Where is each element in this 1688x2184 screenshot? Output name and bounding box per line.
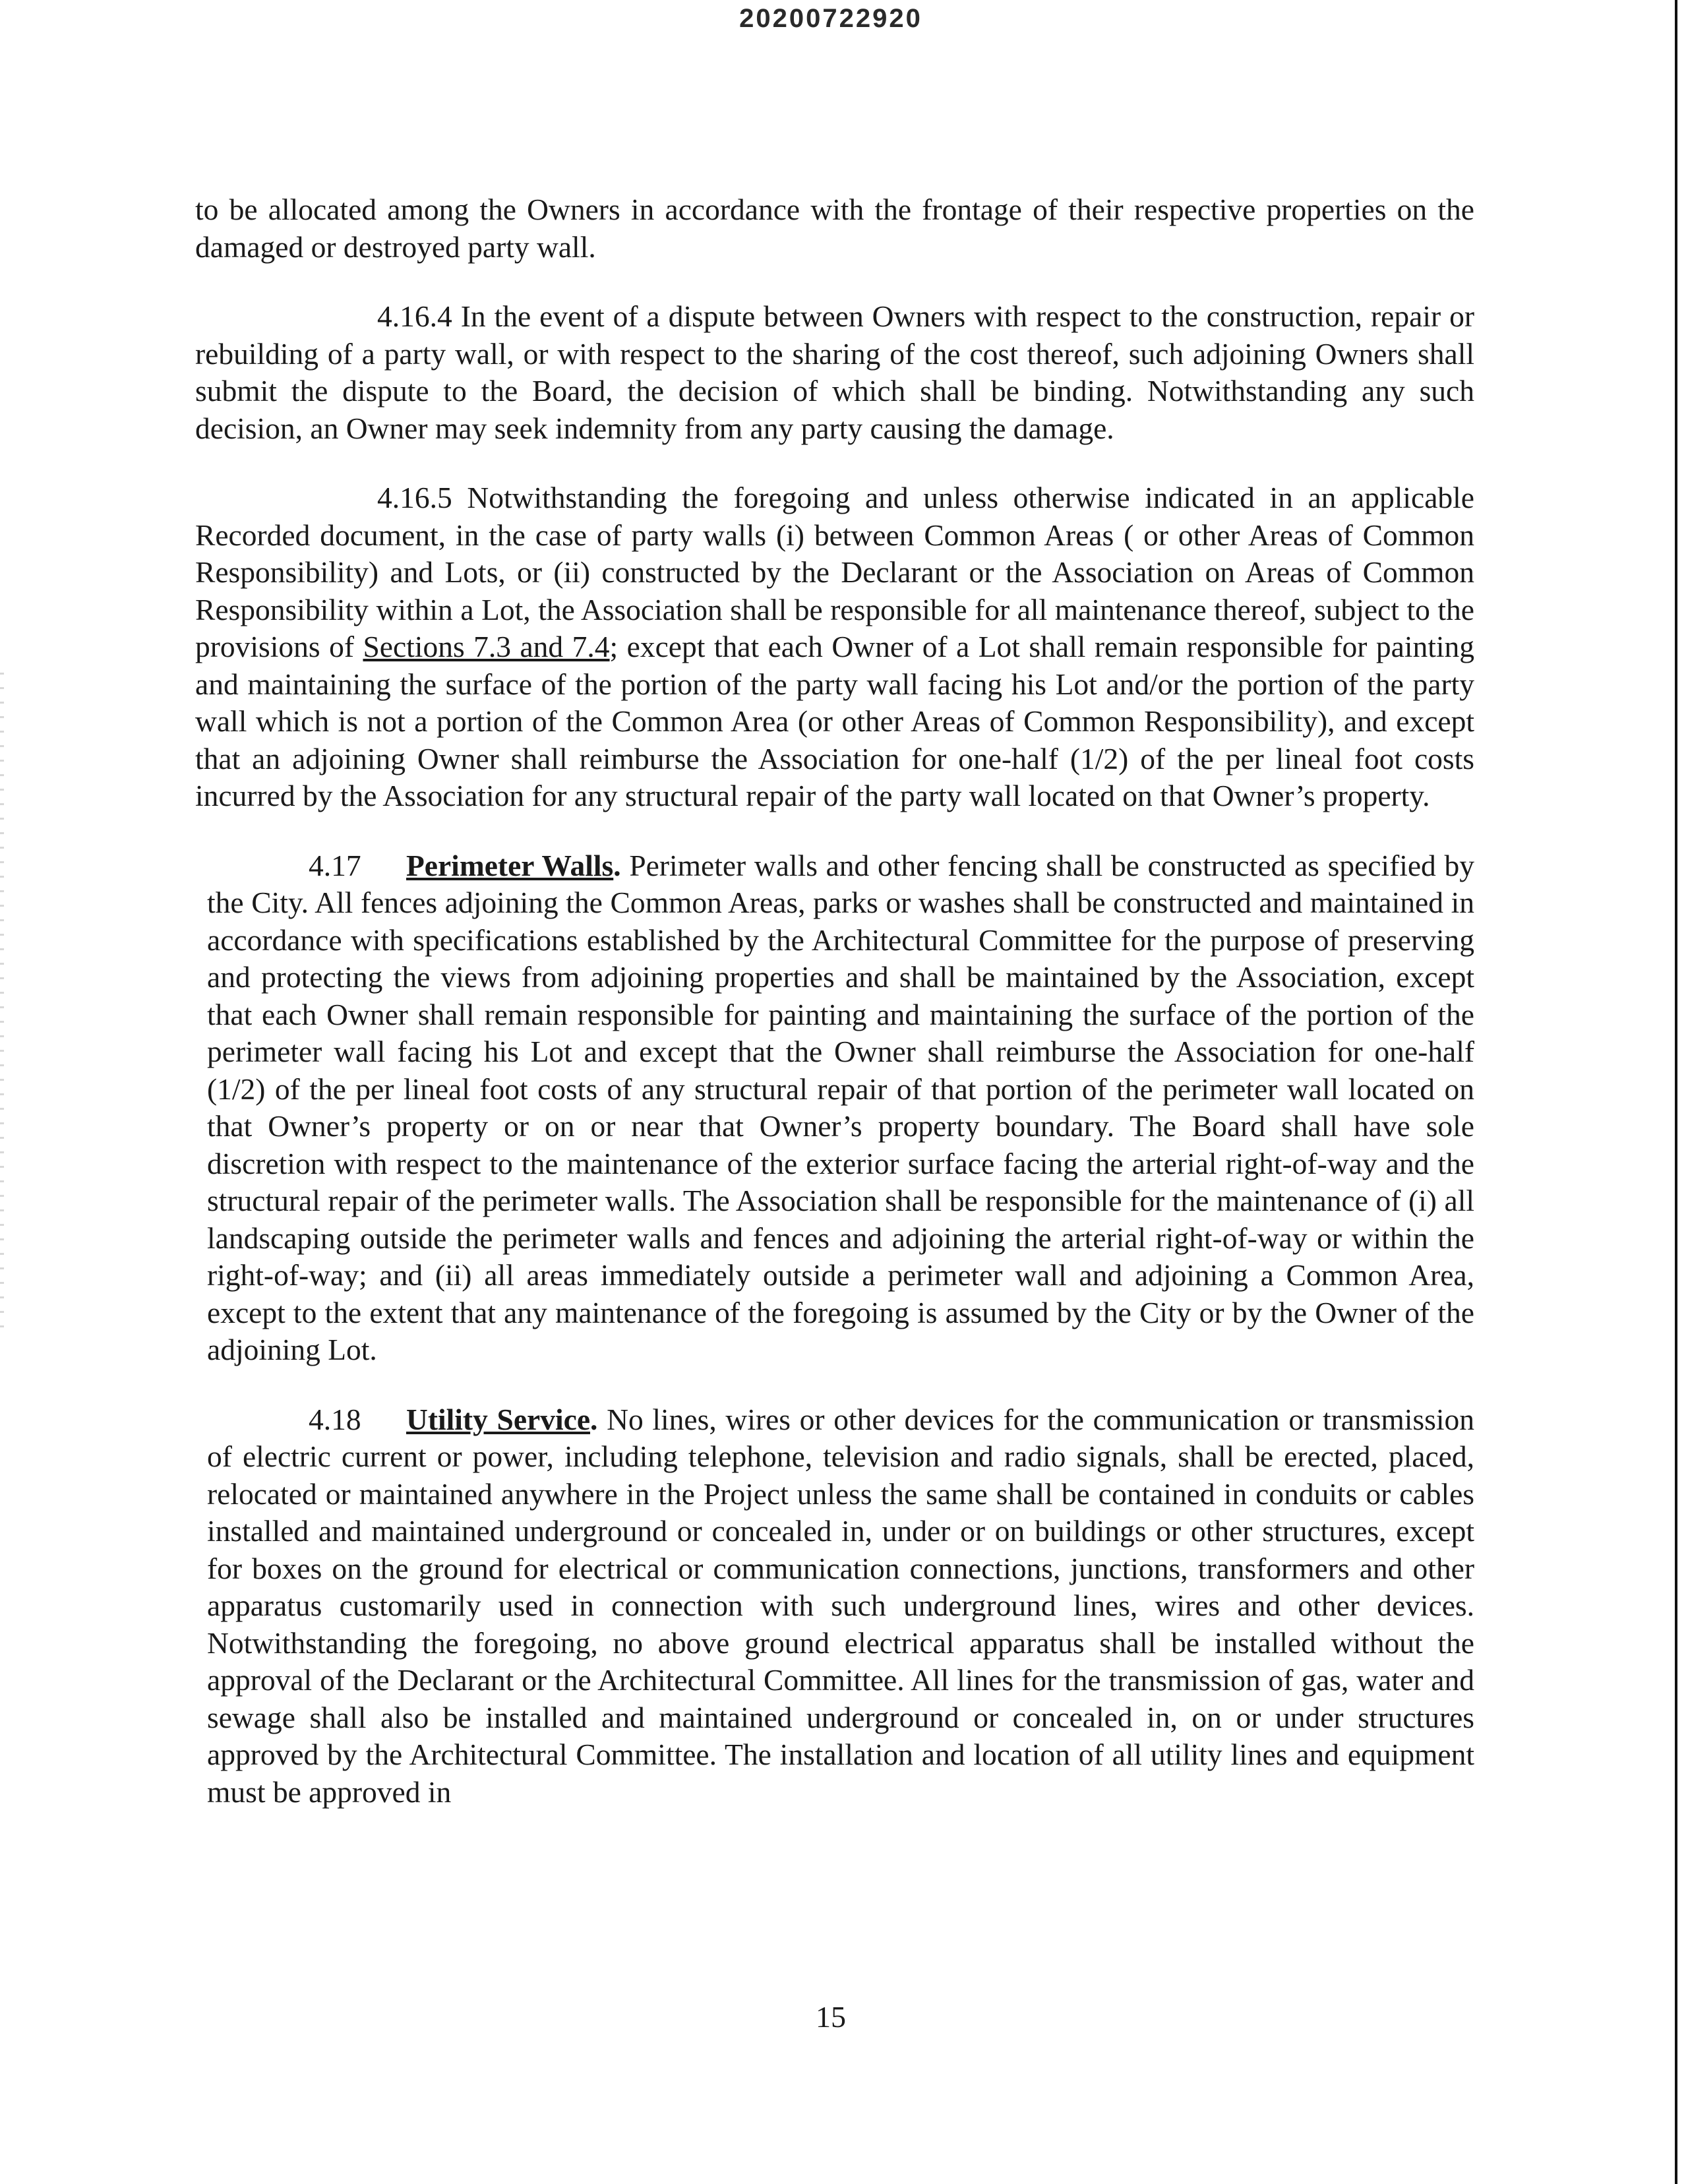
section-4-18-body: No lines, wires or other devices for the communication or transmission of electric current or power, including telephone, television and radio signals, shall be erected, placed, relocated or maintained anywhere in the Project unless the same shall be contained in conduits or cables installed and maintained underground or concealed in, under or on buildings or other structures, except for boxes on the ground for electrical or communication connections, junctions, transformers and other apparatus customarily used in connection with such underground lines, wires and other devices. Notwithstanding the foregoing, no above ground electrical apparatus shall be installed without the approval of the Declarant or the Architectural Committee. All lines for the transmission of gas, water and sewage shall also be installed and maintained underground or concealed in, on or under structures approved by the Architectural Committee. The installation and location of all utility lines and equipment must be approved in: [207, 1402, 1474, 1809]
section-4-18-heading: Utility Service: [406, 1402, 591, 1436]
section-4-17: [195, 847, 1474, 1369]
section-4-18-number: 4.18: [309, 1402, 361, 1436]
paragraph-4-16-5-text-cont: ; except that each Owner of a Lot shall remain responsible for painting and maintaining the surface of the portion of the party wall facing his Lot and/or the portion of the party wall which is not a portion of the Common Area (or other Areas of Common Responsibility), and except that an adjoining Owner shall reimburse the Association for one-half (1/2) of the per lineal foot costs incurred by the Association for any structural repair of the party wall located on that Owner’s property.: [195, 630, 1475, 812]
section-4-17-number: 4.17: [309, 848, 361, 882]
section-4-17-heading: Perimeter Walls: [406, 848, 614, 882]
document-body: [195, 191, 1474, 1811]
page-number: 15: [816, 2000, 846, 2034]
paragraph-4-16-5: [195, 479, 1474, 815]
paragraph-continuation: to be allocated among the Owners in accordance with the frontage of their respective properties on the damaged or destroyed party wall.: [195, 193, 1474, 264]
section-4-17-heading-period: .: [613, 848, 621, 882]
paragraph-4-16-5-text: 4.16.5 Notwithstanding the foregoing and unless otherwise indicated in an applicable Recorded document, in the case of party walls (i) between Common Areas ( or other Areas of Common Responsibility) and Lots, or (ii) constructed by the Declarant or the Association on Areas of Common Responsibility within a Lot, the Association shall be responsible for all maintenance thereof, subject to the provisions of: [195, 481, 1474, 663]
sections-reference: Sections 7.3 and 7.4: [363, 630, 610, 663]
section-4-18-heading-period: .: [590, 1402, 598, 1436]
document-recording-number: 20200722920: [739, 4, 922, 33]
scan-margin-marks: [0, 673, 4, 1332]
page-edge-line: [1675, 0, 1677, 2184]
paragraph-4-16-4: 4.16.4 In the event of a dispute between Owners with respect to the construction, repair or rebuilding of a party wall, or with respect to the sharing of the cost thereof, such adjoining Owners shall submit the dispute to the Board, the decision of which shall be binding. Notwithstanding any such decision, an Owner may seek indemnity from any party causing the damage.: [195, 299, 1474, 445]
section-4-17-body: Perimeter walls and other fencing shall be constructed as specified by the City. All fences adjoining the Common Areas, parks or washes shall be constructed and maintained in accordance with specifications established by the Architectural Committee for the purpose of preserving and protecting the views from adjoining properties and shall be maintained by the Association, except that each Owner shall remain responsible for painting and maintaining the surface of the portion of the perimeter wall facing his Lot and except that the Owner shall reimburse the Association for one-half (1/2) of the per lineal foot costs of any structural repair of that portion of the perimeter wall located on that Owner’s property or on or near that Owner’s property boundary. The Board shall have sole discretion with respect to the maintenance of the exterior surface facing the arterial right-of-way and the structural repair of the perimeter walls. The Association shall be responsible for the maintenance of (i) all landscaping outside the perimeter walls and fences and adjoining the arterial right-of-way or within the right-of-way; and (ii) all areas immediately outside a perimeter wall and adjoining a Common Area, except to the extent that any maintenance of the foregoing is assumed by the City or by the Owner of the adjoining Lot.: [207, 848, 1474, 1366]
section-4-18: [195, 1401, 1474, 1811]
